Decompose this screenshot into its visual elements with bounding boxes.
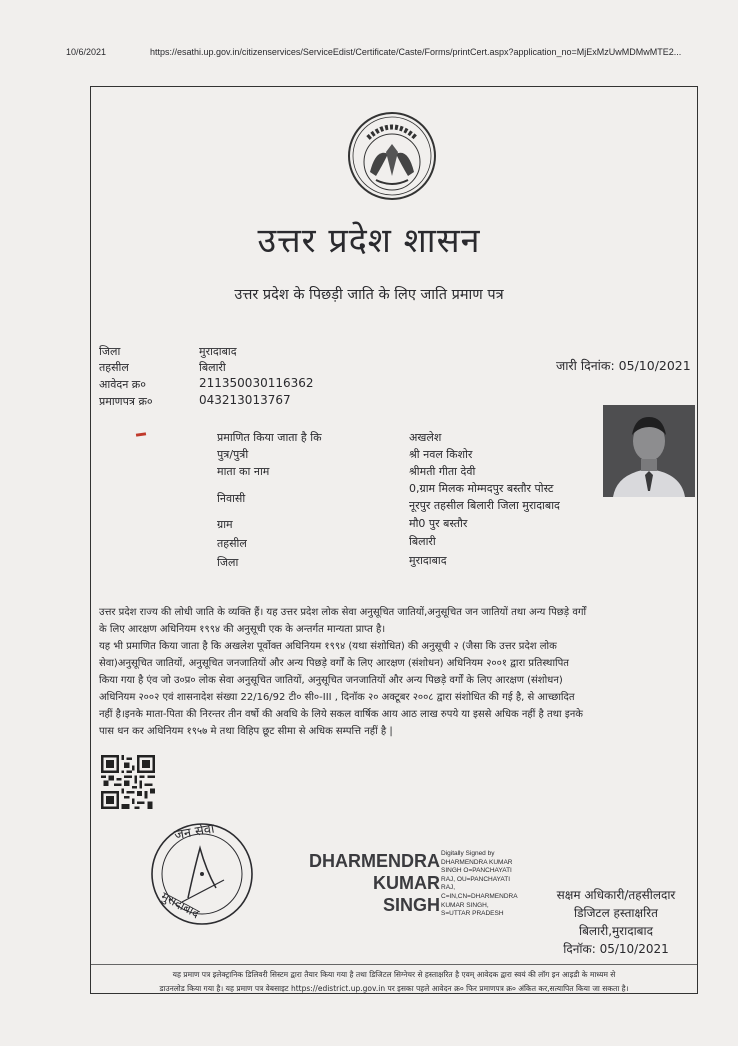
detail-label: प्रमाणित किया जाता है कि — [217, 431, 322, 444]
footer-line: यह प्रमाण पत्र इलेक्ट्रानिक डिलिवरी सिस्टम द्वारा तैयार किया गया है तथा डिजिटल सिग्नेचर से हस्ताक्षरित है एवम् आवेदक द्वारा स्वयं की लॉग इन आइडी के माध्यम से — [172, 970, 616, 979]
signature-name-line: KUMAR — [373, 873, 440, 893]
detail-label: माता का नाम — [217, 465, 270, 478]
official-seal — [142, 818, 260, 928]
signature-meta-line: S=UTTAR PRADESH — [441, 910, 504, 918]
footer-divider — [91, 964, 697, 965]
info-value: मुरादाबाद — [199, 345, 237, 358]
detail-label: ग्राम — [217, 518, 233, 531]
statement-line: पास धन कर अधिनियम १९५७ मे तथा विहिप छूट सीमा से अधिक सम्पत्ति नहीं है | — [99, 726, 393, 737]
info-label: आवेदन क्र० — [99, 378, 146, 391]
officer-title: सक्षम अधिकारी/तहसीलदार — [556, 888, 676, 902]
print-url: https://esathi.up.gov.in/citizenservices/ServiceEdist/Certificate/Caste/Forms/printCert.aspx?application_no=MjExMzUwMDMwMTE2... — [150, 47, 682, 57]
detail-value: अखलेश — [409, 431, 442, 444]
signature-name-line: DHARMENDRA — [309, 851, 440, 871]
qr-code-icon — [100, 755, 156, 809]
detail-label: तहसील — [217, 537, 247, 550]
info-value: बिलारी — [199, 361, 226, 374]
applicant-photo — [603, 405, 695, 497]
certificate-subtitle: उत्तर प्रदेश के पिछड़ी जाति के लिए जाति प्रमाण पत्र — [234, 287, 504, 303]
detail-label: जिला — [217, 556, 239, 569]
digital-signature-details — [441, 850, 536, 919]
officer-sign: डिजिटल हस्ताक्षरित — [574, 906, 658, 920]
signature-meta-line: KUMAR SINGH, — [441, 901, 489, 909]
info-label: प्रमाणपत्र क्र० — [99, 395, 153, 408]
signature-meta-line: Digitally Signed by — [441, 850, 495, 857]
statement-line: नहीं है।इनके माता-पिता की निरन्तर तीन वर्षो की अवधि के लिये सकल वार्षिक आय आठ लाख रुपये या इससे अधिक नहीं है तथा इनके — [99, 709, 583, 720]
page-title: उत्तर प्रदेश शासन — [257, 221, 481, 261]
detail-value: मुरादाबाद — [409, 554, 447, 567]
info-label: जिला — [99, 345, 121, 358]
person-icon — [603, 405, 695, 497]
detail-value: मौ0 पुर बस्तौर — [409, 517, 468, 530]
detail-label: निवासी — [217, 492, 246, 505]
signature-meta-line: DHARMENDRA KUMAR — [441, 858, 513, 866]
footer-line: डाउनलोड किया गया है। यह प्रमाण पत्र वेबसाइट https://edistrict.up.gov.in पर इसका पहले आवेदन क्र० फिर प्रमाणपत्र क्र० अंकित कर,सत्यापित किया जा सकता है। — [159, 984, 629, 993]
info-value: 043213013767 — [199, 393, 291, 407]
signature-meta-line: SINGH O=PANCHAYATI — [441, 867, 512, 875]
signature-meta-line: C=IN,CN=DHARMENDRA — [441, 892, 518, 900]
statement-line: सेवा)अनुसूचित जातियों, अनुसूचित जनजातियों और अन्य पिछड़े वर्गों के लिए आरक्षण (संशोधन) अधिनियम २००१ द्वारा प्रतिस्थापित — [99, 658, 570, 669]
detail-value: नूरपुर तहसील बिलारी जिला मुरादाबाद — [409, 499, 560, 512]
footer-note — [94, 968, 694, 996]
seal-bottom-text: मुरादाबाद — [158, 889, 202, 921]
detail-value: श्रीमती गीता देवी — [409, 465, 476, 478]
detail-value: श्री नवल किशोर — [409, 448, 473, 461]
statement-line: के लिए आरक्षण अधिनियम १९९४ की अनुसूची एक के अन्तर्गत मान्यता प्राप्त है। — [99, 624, 386, 635]
statement-line: उत्तर प्रदेश राज्य की लोधी जाति के व्यक्ति हैं। यह उत्तर प्रदेश लोक सेवा अनुसूचित जातियों,अनुसूचित जन जातियों तथा अन्य पिछड़े वर्गों — [99, 607, 587, 618]
detail-label: पुत्र/पुत्री — [217, 448, 249, 461]
statement-line: किया गया है एंव जो उ०प्र० लोक सेवा अनुसूचित जातियों, अनुसूचित जनजातियों और अन्य पिछड़े वर्गों के लिए आरक्षण (संशोधन) — [99, 675, 563, 686]
statement-line: अधिनियम २००२ एवं शासनादेश संख्या 22/16/92 टी० सी०-III , दिनॉक २० अक्टूबर २००८ द्वारा संशोधित की गई है, से आच्छादित — [99, 692, 575, 703]
officer-date: दिनॉक: 05/10/2021 — [563, 942, 669, 956]
seal-top-text: जन सेवा — [173, 821, 216, 844]
signature-meta-line: RAJ, — [441, 884, 456, 892]
detail-value: बिलारी — [409, 535, 436, 548]
print-date: 10/6/2021 — [66, 47, 107, 57]
signature-name-line: SINGH — [382, 895, 440, 915]
signature-meta-line: RAJ, OU=PANCHAYATI — [441, 875, 511, 883]
up-emblem-icon — [346, 110, 438, 202]
info-value: 211350030116362 — [199, 376, 314, 390]
officer-block — [536, 886, 696, 958]
statement-line: यह भी प्रमाणित किया जाता है कि अखलेश पूर्वोक्त अधिनियम १९९४ (यथा संशोधित) की अनुसूची २ (जैसा कि उत्तर प्रदेश लोक — [99, 641, 557, 652]
issue-date: जारी दिनांक: 05/10/2021 — [556, 358, 691, 373]
detail-value: 0,ग्राम मिलक मोम्मदपुर बस्तौर पोस्ट — [409, 482, 554, 495]
info-label: तहसील — [99, 361, 129, 374]
officer-place: बिलारी,मुरादाबाद — [578, 924, 654, 938]
digital-signature-name — [305, 850, 440, 916]
